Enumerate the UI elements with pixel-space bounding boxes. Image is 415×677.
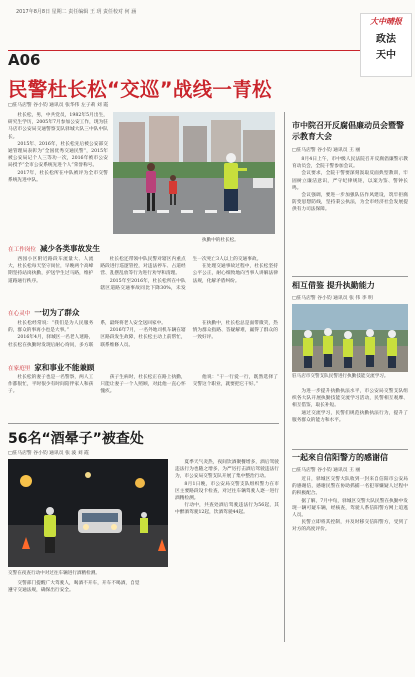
page-number: A06 xyxy=(8,51,41,69)
second-paragraph: 行动中，共查处酒后驾驶违法行为56起，其中醉酒驾驶12起，饮酒驾驶44起。 xyxy=(175,503,279,516)
section-paragraph: 2016年4月，驿城区一名老人迷路，杜长松在执勤时发现后耐心询问，多方联系，最终将老人安全送回家中。 xyxy=(8,321,166,348)
second-body-bottom xyxy=(8,580,278,638)
section-heading-family xyxy=(8,362,94,373)
second-byline: □驻马店警 谷小钧 通讯员 张 波 刘 霞 xyxy=(8,451,89,456)
right-paragraph: 通过交流学习，民警们规范执勤执法行为，提升了服务群众的能力和水平。 xyxy=(292,410,408,423)
lead-headline: 民警杜长松“交巡”战线一青松 xyxy=(8,78,272,101)
right-paragraph: 民警立即将其控制，并及时移交信阳警方，受到了对方的高度评价。 xyxy=(292,520,408,533)
section-paragraph: 孩子生病时，杜长松正在路上执勤，只能让妻子一个人照顾，对此他一直心怀愧疚。 xyxy=(100,375,186,395)
right-body-3 xyxy=(292,476,408,638)
right-body-1 xyxy=(292,156,408,272)
section-heading-heart xyxy=(8,307,79,318)
right-headline-1: 市中院召开反腐倡廉动员会暨警示教育大会 xyxy=(292,121,404,141)
page-header xyxy=(8,6,410,74)
right-paragraph: 会议强调，要进一步加强队伍作风建设，筑牢拒腐防变思想防线，坚持秉公执法，为全市经济社会发展提供有力司法保障。 xyxy=(292,193,408,213)
right-byline-1: □驻马店警 谷小钧 通讯员 王 丽 xyxy=(292,148,361,153)
story-divider xyxy=(292,449,408,450)
lead-photo-caption: 执勤中的杜长松。 xyxy=(202,238,239,243)
section-name-line1: 政法 xyxy=(376,34,396,45)
story-divider xyxy=(292,276,408,277)
intro-paragraph: 2015年、2016年，杜长松先后被公安部交通管理局表彰为“全国优秀交通民警”，2015年被公安局记个人三等功一次，2016年被市公安局授予“全市公安系统先进个人”荣誉称号。 xyxy=(8,141,108,169)
right-paragraph: 为进一步提升执勤执法水平，市公安局交警支队组织各大队开展执勤技能交流学习活动，民警相互观摩、相互借鉴，取长补短。 xyxy=(292,389,408,409)
section-title: 减少各类事故发生 xyxy=(39,244,100,253)
right-photo-caption: 驻马店市交警支队民警进行执勤技能交流学习。 xyxy=(292,374,389,379)
section-kicker: 在工作岗位 xyxy=(8,247,36,253)
second-headline: 56名“酒晕子”被查处 xyxy=(8,431,144,447)
section-title: 家和事业不能兼顾 xyxy=(34,363,95,372)
section-kicker: 在家庭里 xyxy=(8,366,31,372)
section-paragraph: 杜长松的妻子也是一名警察，两人工作都很忙，平时很少有时间陪伴家人和孩子。 xyxy=(8,375,94,395)
right-paragraph: 近日，驿城区交警大队收到一封来自信阳市公安局的感谢信，感谢民警在协助抓捕一名犯罪嫌疑人过程中的积极配合。 xyxy=(292,477,408,497)
lead-byline: □驻马店警 谷小钧 通讯员 张华伟 左子莉 刘 霞 xyxy=(8,103,109,108)
lead-photo xyxy=(113,112,275,234)
street-scene-illustration xyxy=(113,112,275,234)
section-name-line2: 天中 xyxy=(376,50,396,61)
dateline: 2017年8月8日 星期二 责任编辑 王 玥 责任校对 何 涵 xyxy=(16,9,137,15)
right-paragraph: 会议要求，全院干警要深刻汲取反面典型教训，牢固树立廉洁意识，严守纪律规矩，以案为鉴、警钟长鸣。 xyxy=(292,171,408,191)
officers-training-illustration xyxy=(292,304,408,372)
section-body-work xyxy=(8,256,278,304)
right-headline-2: 相互借鉴 提升执勤能力 xyxy=(292,281,375,290)
section-kicker: 在心灵中 xyxy=(8,311,31,317)
right-byline-2: □驻马店警 谷小钧 通讯员 张 伟 李 明 xyxy=(292,296,373,301)
night-checkpoint-illustration xyxy=(8,459,168,567)
right-paragraph: 据了解，7月中旬，驿城区交警大队民警在执勤中发现一辆可疑车辆，经核查，驾驶人系信阳警方网上追逃人员。 xyxy=(292,498,408,519)
second-paragraph: 8月1日晚，市公安局交警支队组织警力在市区主要路段设卡检查，对过往车辆驾驶人逐一进行酒精检测。 xyxy=(175,481,279,502)
section-logo xyxy=(360,13,412,77)
section-body-family xyxy=(8,374,278,420)
section-paragraph: 2015年至2016年，杜长松所在中队辖区道路交通事故同比下降30%，未发生一次死亡3人以上的交通事故。 xyxy=(100,257,262,291)
section-paragraph: 他说：“干一行爱一行，既然选择了交警这个职业，就要把它干好。” xyxy=(192,375,278,388)
section-paragraph: 西园小区附近路段车流量大、人流大，杜长松每天坚守岗位，早晚两个高峰期坚持站岗执勤，护送学生过马路，维护道路通行秩序。 xyxy=(8,257,94,284)
story-divider xyxy=(8,423,279,424)
section-paragraph: 杜长松经常说：“我们是为人民服务的，群众的事再小也是大事。” xyxy=(8,321,94,334)
intro-paragraph: 2017年，杜长松所在中队被评为全市交警系统先进中队。 xyxy=(8,170,108,183)
right-byline-3: □驻马店警 谷小钧 通讯员 王 丽 xyxy=(292,468,361,473)
section-paragraph: 在处理交通事故过程中，杜长松坚持公平公正，耐心细致地向当事人讲解法律法规，化解矛盾纠纷。 xyxy=(192,264,278,284)
lead-intro xyxy=(8,112,108,234)
section-heading-work xyxy=(8,243,100,254)
right-body-2 xyxy=(292,388,408,446)
right-paragraph: 8月4日上午，市中级人民法院召开反腐倡廉警示教育动员会，全院干警参加会议。 xyxy=(292,157,408,170)
column-divider xyxy=(284,112,285,642)
second-body-side xyxy=(175,459,279,589)
right-photo xyxy=(292,304,408,372)
section-title: 一切为了群众 xyxy=(34,308,80,317)
section-body-heart xyxy=(8,320,278,360)
second-photo xyxy=(8,459,168,567)
right-headline-3: 一起來自信阳警方的感谢信 xyxy=(292,453,388,462)
brand-name: 大中晴报 xyxy=(370,16,402,26)
section-paragraph: 2016年7月，一名外地司机车辆在辖区路段发生故障，杜长松主动上前帮忙，联系维修人员。 xyxy=(100,328,186,348)
header-rule xyxy=(8,50,410,51)
section-paragraph: 杜长松还带领中队民警对辖区内重点路段进行巡逻管控，对违法停车、占道经营、乱摆乱放等行为进行劝导和清理。 xyxy=(100,257,186,277)
section-paragraph: 在执勤中，杜长松总是面带微笑，热情为群众指路、答疑解难，赢得了群众的一致好评。 xyxy=(192,321,278,341)
intro-paragraph: 杜长松，男，中共党员，1982年5月出生，研究生学历，2005年7月参加公安工作，现为驻马店市公安局交通警察支队驿城大队三中队中队长。 xyxy=(8,113,108,140)
second-paragraph: 交警部门提醒广大驾驶人，喝酒不开车，开车不喝酒，自觉遵守交通法规，确保出行安全。 xyxy=(8,581,140,594)
second-paragraph: 夏季天气炎热，夜间饮酒聚餐增多，酒后驾驶违法行为也随之增多，为严厉打击酒后驾驶违法行为，市公安局交警支队开展了集中整治行动。 xyxy=(175,460,279,480)
second-photo-caption: 交警在夜查行动中对过往车辆进行酒精检测。 xyxy=(8,571,100,576)
